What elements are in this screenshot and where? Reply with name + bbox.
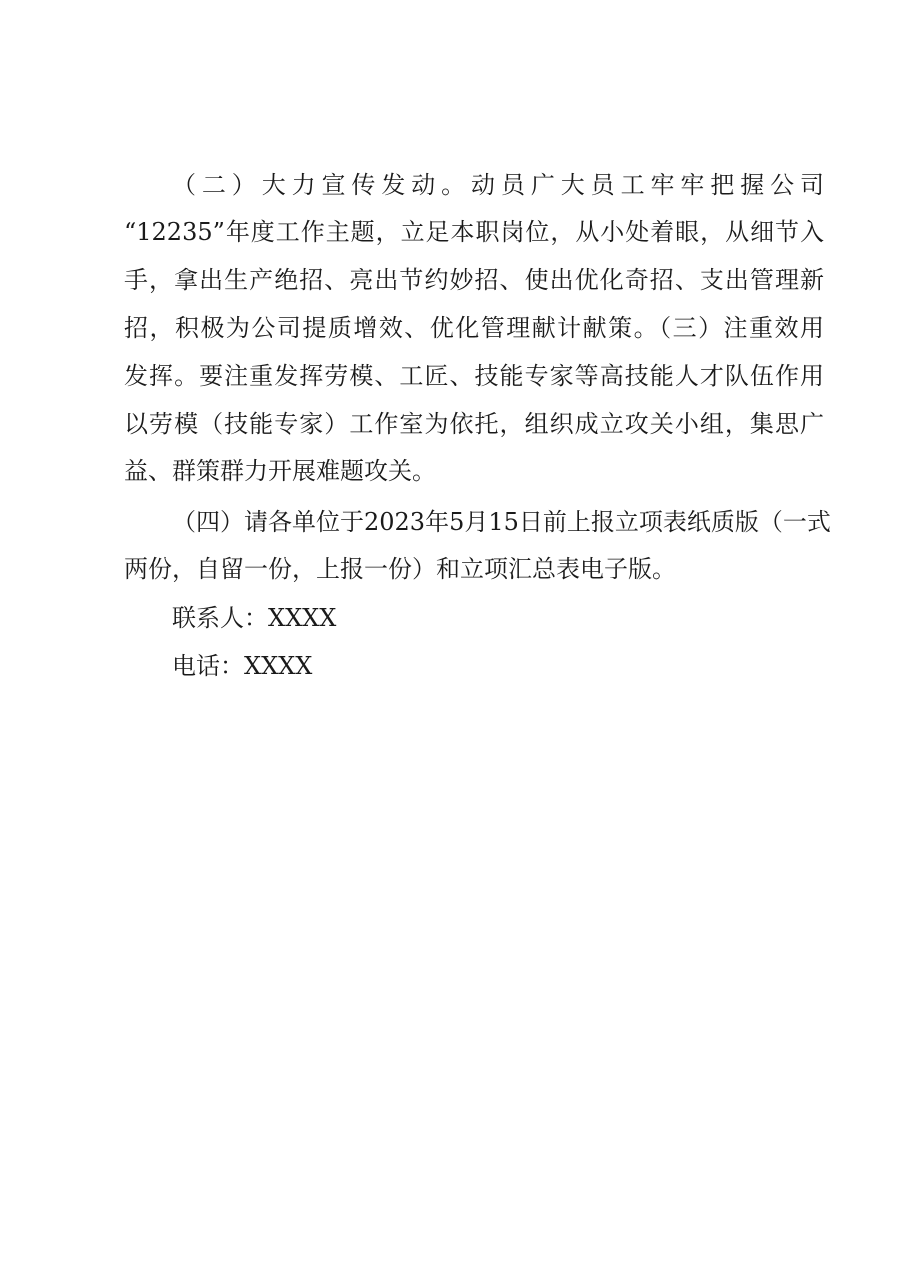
paragraph-4-line-2: 两份，自留一份，上报一份）和立项汇总表电子版。 bbox=[124, 555, 676, 583]
paragraph-2-line-1: （二）大力宣传发动。动员广大员工牢牢把握公司 bbox=[172, 171, 824, 199]
contact-phone: 电话：XXXX bbox=[172, 652, 313, 680]
paragraph-2-line-4: 招，积极为公司提质增效、优化管理献计献策。（三）注重效用 bbox=[124, 314, 824, 342]
contact-person: 联系人：XXXX bbox=[172, 604, 337, 632]
paragraph-2-line-7: 益、群策群力开展难题攻关。 bbox=[124, 457, 436, 485]
paragraph-2-line-2: “12235”年度工作主题，立足本职岗位，从小处着眼，从细节入 bbox=[124, 218, 824, 246]
paragraph-4-line-1: （四）请各单位于2023年5月15日前上报立项表纸质版（一式 bbox=[172, 508, 831, 536]
paragraph-2-line-5: 发挥。要注重发挥劳模、工匠、技能专家等高技能人才队伍作用 bbox=[124, 362, 824, 390]
paragraph-2-line-6: 以劳模（技能专家）工作室为依托，组织成立攻关小组，集思广 bbox=[124, 410, 824, 438]
paragraph-2-line-3: 手，拿出生产绝招、亮出节约妙招、使出优化奇招、支出管理新 bbox=[124, 266, 824, 294]
